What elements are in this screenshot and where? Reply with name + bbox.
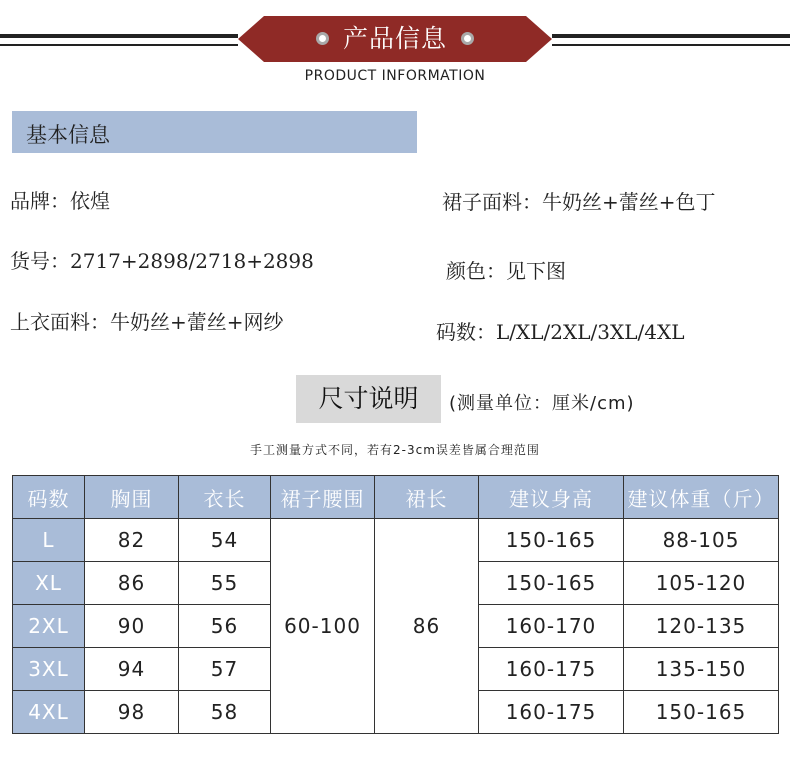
bullet-dot-icon xyxy=(461,32,474,45)
measurement-note: 手工测量方式不同，若有2-3cm误差皆属合理范围 xyxy=(250,443,540,457)
size-cell: 4XL xyxy=(13,691,85,734)
weight-cell: 88-105 xyxy=(624,519,779,562)
length-cell: 56 xyxy=(179,605,271,648)
weight-cell: 135-150 xyxy=(624,648,779,691)
size-table xyxy=(12,475,779,734)
col-header-skirt-length: 裙长 xyxy=(375,476,479,519)
weight-cell: 105-120 xyxy=(624,562,779,605)
brand-info: 品牌：依煌 xyxy=(10,189,110,213)
col-header-weight: 建议体重（斤） xyxy=(624,476,779,519)
size-section-title: 尺寸说明 xyxy=(296,375,441,423)
bullet-dot-icon xyxy=(316,32,329,45)
col-header-length: 衣长 xyxy=(179,476,271,519)
header-banner xyxy=(238,16,552,62)
size-cell: 3XL xyxy=(13,648,85,691)
item-number-info: 货号：2717+2898/2718+2898 xyxy=(10,249,314,273)
height-cell: 160-175 xyxy=(479,691,624,734)
header-divider-right xyxy=(552,34,790,46)
top-fabric-info: 上衣面料：牛奶丝+蕾丝+网纱 xyxy=(10,310,284,334)
page-title: 产品信息 xyxy=(342,24,447,53)
chest-cell: 82 xyxy=(85,519,179,562)
chest-cell: 86 xyxy=(85,562,179,605)
table-header-row xyxy=(13,476,779,519)
chest-cell: 98 xyxy=(85,691,179,734)
size-cell: 2XL xyxy=(13,605,85,648)
measurement-unit: (测量单位：厘米/cm) xyxy=(449,393,635,414)
length-cell: 54 xyxy=(179,519,271,562)
table-row xyxy=(13,519,779,562)
section-header-bar xyxy=(12,111,417,153)
chest-cell: 94 xyxy=(85,648,179,691)
height-cell: 150-165 xyxy=(479,519,624,562)
sizes-info: 码数：L/XL/2XL/3XL/4XL xyxy=(436,320,685,344)
height-cell: 160-175 xyxy=(479,648,624,691)
header-divider-left xyxy=(0,34,238,46)
banner-title-row xyxy=(238,16,552,62)
page-subtitle: PRODUCT INFORMATION xyxy=(304,68,486,84)
length-cell: 55 xyxy=(179,562,271,605)
weight-cell: 150-165 xyxy=(624,691,779,734)
skirt-fabric-info: 裙子面料：牛奶丝+蕾丝+色丁 xyxy=(442,190,716,214)
col-header-height: 建议身高 xyxy=(479,476,624,519)
col-header-size: 码数 xyxy=(13,476,85,519)
size-cell: L xyxy=(13,519,85,562)
waist-cell: 60-100 xyxy=(271,519,375,734)
height-cell: 160-170 xyxy=(479,605,624,648)
weight-cell: 120-135 xyxy=(624,605,779,648)
col-header-chest: 胸围 xyxy=(85,476,179,519)
col-header-waist: 裙子腰围 xyxy=(271,476,375,519)
color-info: 颜色：见下图 xyxy=(446,259,566,283)
height-cell: 150-165 xyxy=(479,562,624,605)
skirt-length-cell: 86 xyxy=(375,519,479,734)
length-cell: 57 xyxy=(179,648,271,691)
chest-cell: 90 xyxy=(85,605,179,648)
size-cell: XL xyxy=(13,562,85,605)
length-cell: 58 xyxy=(179,691,271,734)
section-title: 基本信息 xyxy=(26,123,110,147)
